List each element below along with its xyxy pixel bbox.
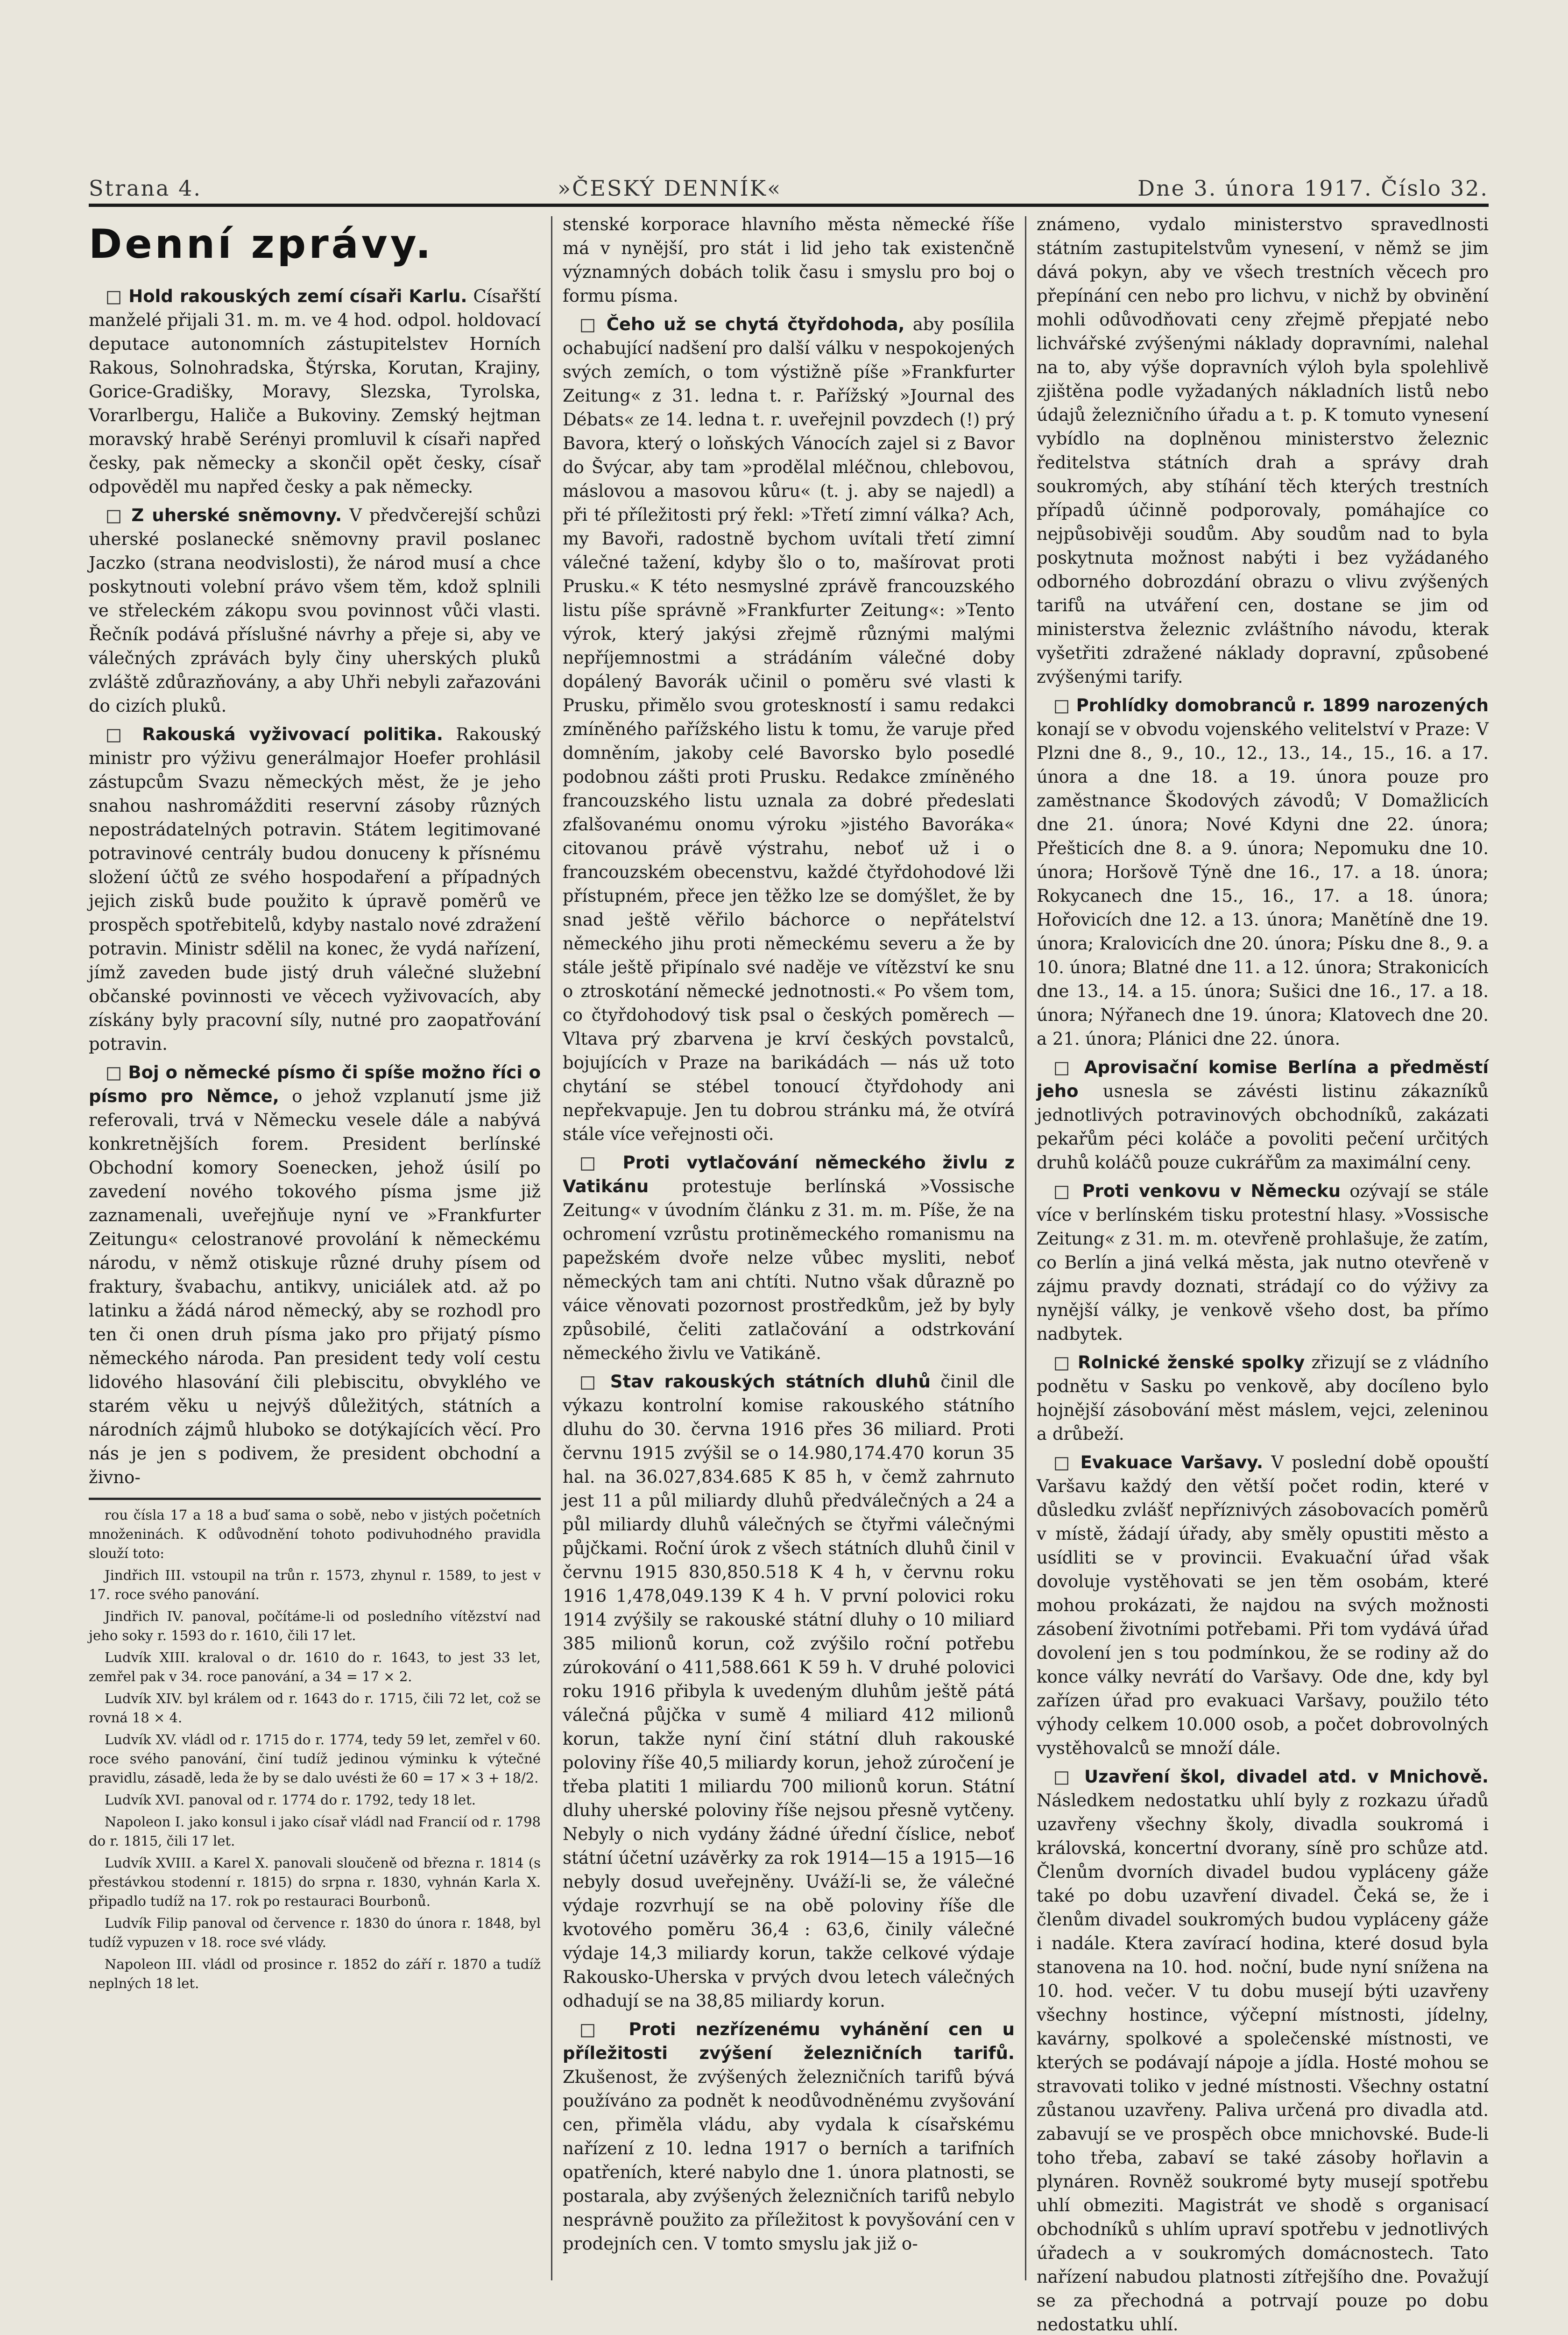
article	[1037, 693, 1489, 1051]
column-3	[1026, 212, 1489, 2335]
article	[1037, 1351, 1489, 1446]
article-body: V předvčerejší schůzi uherské poslanecké sněmovny pravil poslanec Jaczko (strana neodvislosti), že národ musí a chce poskytnouti volební právo všem těm, kdož splnili ve střeleckém zákopu svou povinnost vůči vlasti. Řečník podává příslušné návrhy a přeje si, aby ve válečných zprávách byly činy uherských pluků zvláště zdůrazňovány, a aby Uhři nebyli zařazováni do cizích pluků.	[89, 505, 541, 716]
article-body: usnesla se závésti listinu zákazníků jednotlivých potravinových obchodníků, zakázati pekařům péci koláče a povoliti pečení určitých druhů koláčů pouze cukrářům za maximální ceny.	[1037, 1081, 1489, 1173]
footnote-line: rou čísla 17 a 18 a buď sama o sobě, nebo v jistých početních množeninách. K odůvodnění tohoto podivuhodného pravidla slouží toto:	[89, 1507, 541, 1561]
square-bullet-icon: □	[1053, 1181, 1082, 1201]
article	[1037, 1055, 1489, 1175]
article	[89, 1061, 541, 1489]
article	[89, 722, 541, 1056]
square-bullet-icon: □	[579, 1153, 623, 1173]
article-body: zřizují se z vládního podnětu v Sasku po venkově, aby docíleno bylo hojnější zásobování měst máslem, vejci, zeleninou a drůbeží.	[1037, 1352, 1489, 1444]
square-bullet-icon: □	[106, 724, 142, 744]
article-body: o jehož vzplanutí jsme již referovali, trvá v Německu vesele dále a nabývá konkretnějších forem. President berlínské Obchodní komory Soenecken, jehož úsilí po zavedení nového tokového písma jsme již zaznamenali, uveřejňuje nyní ve »Frankfurter Zeitungu« celostranové provolání k německému národu, v němž otiskuje různé druhy písem od fraktury, švabachu, antikvy, uniciálek atd. až po latinku a žádá národ německý, aby se rozhodl pro ten či onen druh písma jako pro přijatý písmo německého národa. Pan president tedy volí cestu lidového hlasování čili plebiscitu, obvyklého ve starém věku u nejvýš důležitých, státních a národních zájmů hluboko se dotýkajících věcí. Pro nás je jen s podivem, že president obchodní a živno-	[89, 1086, 541, 1487]
article	[1037, 1765, 1489, 2335]
square-bullet-icon: □	[579, 1372, 610, 1392]
article-headline: Rakouská vyživovací politika.	[142, 724, 443, 744]
footnote-line: Ludvík XIII. kraloval o dr. 1610 do r. 1643, to jest 33 let, zemřel pak v 34. roce panování, a 34 = 17 × 2.	[89, 1649, 541, 1684]
article-headline: Stav rakouských státních dluhů	[610, 1372, 931, 1392]
square-bullet-icon: □	[579, 2019, 629, 2039]
square-bullet-icon: □	[1053, 1452, 1081, 1472]
header-rule	[89, 204, 1489, 207]
square-bullet-icon: □	[106, 505, 132, 525]
footnote-rule	[89, 1498, 541, 1500]
article	[563, 312, 1015, 1146]
article-headline: Z uherské sněmovny.	[131, 505, 342, 525]
footnote-line: Ludvík XVIII. a Karel X. panovali sloučeně od března r. 1814 (s přestávkou stodenní r. 1815) do srpna r. 1830, vyhnán Karla X. připadlo tudíž na 17. rok po restauraci Bourbonů.	[89, 1855, 541, 1909]
article-continuation: známeno, vydalo ministerstvo spravedlnosti státním zastupitelstvům vynesení, v němž se jim dává pokyn, aby ve všech trestních věcech pro přepínání cen nebo pro lichvu, v nichž by obvinění mohli odůvodňovati ceny zřejmě přepjaté nebo lichvářské zvýšenými náklady dopravními, nalehal na to, aby výše dopravních výloh byla spolehlivě zjištěna podle vyžadaných nákladních listů nebo údajů železničního úřadu a t. p. K tomuto vynesení vybídlo na doplněnou ministerstvo železnic ředitelstva státních drah a správy drah soukromých, aby stíhání těch kterých trestních případů účinně podporovaly, pomáhajíce co nejpůsobivěji soudům. Aby soudům nad to byla poskytnuta možnost nabýti i bez vyžádaného odborného dobrozdání obrazu o vlivu zvýšených tarifů na utváření cen, dostane se jim od ministerstva železnic zvláštního návodu, kterak vyšetřiti zdražené náklady dopravní, způsobené zvýšenými tarify.	[1037, 214, 1489, 687]
column-2	[552, 212, 1025, 2284]
article-body: V poslední době opouští Varšavu každý den větší počet rodin, které v důsledku zvlášť nepříznivých zásobovacích poměrů v místě, žádají úřady, aby směly opustiti město a usídliti se v provincii. Evakuační úřad však dovoluje vystěhovati se jen těm osobám, které mohou prokázati, že najdou na svých možnosti zásobení životními potřebami. Při tom vydává úřad dovolení jen s tou podmínkou, že se rodiny až do konce války nevrátí do Varšavy. Ode dne, kdy byl zařízen úřad pro evakuaci Varšavy, použilo této výhody celkem 10.000 osob, a počet dobrovolných vystěhovalců se množí dále.	[1037, 1452, 1489, 1758]
article	[1037, 1179, 1489, 1346]
footnote-line: Ludvík Filip panoval od července r. 1830 do února r. 1848, byl tudíž vypuzen v 18. roce své vlády.	[89, 1915, 541, 1950]
article-body: konají se v obvodu vojenského velitelství v Praze: V Plzni dne 8., 9., 10., 12., 13., 14., 15., 16. a 17. února a dne 18. a 19. února pouze pro zaměstnance Škodových závodů; V Domažlicích dne 21. února; Nové Kdyni dne 22. února; Přešticích dne 8. a 9. února; Nepomuku dne 10. února; Horšově Týně dne 16., 17. a 18. února; Rokycanech dne 15., 16., 17. a 18. února; Hořovicích dne 12. a 13. února; Manětíně dne 19. února; Kralovicích dne 20. února; Písku dne 8., 9. a 10. února; Blatné dne 11. a 12. února; Strakonicích dne 13., 14. a 15. února; Sušici dne 16., 17. a 18. února; Nýřanech dne 19. února; Klatovech dne 20. a 21. února; Plánici dne 22. února.	[1037, 719, 1489, 1049]
article	[563, 1151, 1015, 1365]
article	[1037, 1451, 1489, 1760]
page-number: Strana 4.	[89, 176, 202, 201]
article-headline: Uzavření škol, divadel atd. v Mnichově.	[1084, 1767, 1489, 1787]
article-body: protestuje berlínská »Vossische Zeitung« v úvodním článku z 31. m. m. Píše, že na ochromení vzrůstu protiněmeckého romanismu na papežském dvoře nelze vůbec mysliti, neboť německých tam ani chtíti. Nutno však důrazně po váice věnovati pozornost prostředkům, jež by byly způsobilé, čeliti zatlačování a odstrkování německého živlu ve Vatikáně.	[563, 1176, 1015, 1363]
article-body: Následkem nedostatku uhlí byly z rozkazu úřadů uzavřeny všechny školy, divadla soukromá i královská, koncertní dvorany, síně pro schůze atd. Členům dvorních divadel budou vypláceny gáže také po dobu uzavření divadel. Čeká se, že i členům divadel soukromých budou vypláceny gáže i nadále. Ktera zavírací hodina, které dosud byla stanovena na 10. hod. noční, bude nyní snížena na 10. hod. večer. V tu dobu musejí býti uzavřeny všechny hostince, výčepní místnosti, jídelny, kavárny, spolkové a společenské místnosti, ve kterých se podávají nápoje a jídla. Hosté mohou se stravovati toliko v jedné místnosti. Všechny ostatní zůstanou uzavřeny. Paliva určená pro divadla atd. zabavují se ve prospěch obce mnichovské. Bude-li toho třeba, zabaví se také zásoby hořlavin a plynáren. Rovněž soukromé byty musejí spotřebu uhlí obmeziti. Magistrát ve shodě s organisací obchodníků s uhlím upraví spotřebu v jednotlivých úřadech a v soukromých domácnostech. Tato nařízení nabudou platnosti zítřejšího dne. Považují se za přechodná a potrvají pouze po dobu nedostatku uhlí.	[1037, 1790, 1489, 2335]
article-headline: Rolnické ženské spolky	[1077, 1352, 1305, 1373]
article	[89, 503, 541, 718]
article-body: Císařští manželé přijali 31. m. m. ve 4 hod. odpol. holdovací deputace autonomních zástupitelstev Horních Rakous, Solnohradska, Štýrska, Korutan, Krajiny, Gorice-Gradišky, Moravy, Slezska, Tyrolska, Vorarlbergu, Haliče a Bukoviny. Zemský hejtman moravský hrabě Serényi promluvil k císaři napřed česky, pak německy a skončil opět česky, císař odpověděl mu napřed česky a pak německy.	[89, 286, 541, 497]
footnote-line: Ludvík XVI. panoval od r. 1774 do r. 1792, tedy 18 let.	[105, 1792, 476, 1808]
newspaper-title: »ČESKÝ DENNÍK«	[557, 176, 782, 201]
article-body: ozývají se stále více v berlínském tisku protestní hlasy. »Vossische Zeitung« z 31. m. m. otevřeně prohlašuje, že zatím, co Berlín a jiná velká města, jak nutno otevřeně v zájmu pravdy doznati, strádají co do výživy za nynější války, je venkově všeho dost, ba přímo nadbytek.	[1037, 1181, 1489, 1344]
footnote-line: Napoleon III. vládl od prosince r. 1852 do září r. 1870 a tudíž neplných 18 let.	[89, 1956, 541, 1991]
square-bullet-icon: □	[1053, 1767, 1084, 1787]
article-headline: Proti venkovu v Německu	[1082, 1181, 1341, 1201]
column-1	[89, 212, 551, 2284]
article	[563, 1370, 1015, 2013]
square-bullet-icon: □	[1053, 1352, 1078, 1373]
section-title: Denní zprávy.	[89, 221, 434, 268]
article-body: Rakouský ministr pro výživu generálmajor Hoefer prohlásil zástupcům Svazu německých měst, že je jeho snahou nashromážditi reservní zásoby různých nepostrádatelných potravin. Státem legitimované potravinové centrály budou donuceny k přísnému složení účtů ze svého hospodaření a případných jejich zisků bude použito k úpravě poměrů ve prospěch spotřebitelů, kdyby nastalo nové zdražení potravin. Ministr sdělil na konec, že vydá nařízení, jímž zaveden bude jistý druh válečné služební občanské povinnosti ve věcech vyživovacích, aby získány byly pracovní síly, nutné pro zaopatřování potravin.	[89, 724, 541, 1054]
article-headline: Boj o německé písmo či spíše možno říci o písmo pro Němce,	[89, 1062, 541, 1106]
article-continuation: stenské korporace hlavního města německé říše má v nynější, pro stát i lid jeho tak existenčně významných dobách tolik času i smyslu pro boj o formu písma.	[563, 214, 1015, 306]
article-headline: Hold rakouských zemí císaři Karlu.	[128, 286, 467, 306]
article-headline: Proti vytlačování německého živlu z Vatikánu	[563, 1153, 1015, 1196]
page-header	[89, 168, 1489, 201]
footnote-line: Ludvík XIV. byl králem od r. 1643 do r. 1715, čili 72 let, což se rovná 18 × 4.	[89, 1691, 541, 1726]
footnote-line: Ludvík XV. vládl od r. 1715 do r. 1774, tedy 59 let, zemřel v 60. roce svého panování, činí tudíž jedinou výminku k výtečné pravidlu, zásadě, leda že by se dalo uvésti že 60 = 17 × 3 + 18/2.	[89, 1732, 541, 1786]
square-bullet-icon: □	[106, 1062, 128, 1083]
article	[89, 284, 541, 499]
article-body: Zkušenost, že zvýšených železničních tarifů bývá používáno za podnět k neodůvodněnému zvyšování cen, přiměla vládu, aby vydala k císařskému nařízení z 10. ledna 1917 o berních a tarifních opatřeních, které nabylo dne 1. února platnosti, se postarala, aby zvýšených železničních tarifů nebylo nesprávně použito za příležitost k povyšování cen v prodejních cen. V tomto smyslu jak již o-	[563, 2067, 1015, 2254]
article	[563, 2017, 1015, 2256]
article-headline: Evakuace Varšavy.	[1080, 1452, 1264, 1472]
article-headline: Čeho už se chytá čtyřdohoda,	[606, 314, 905, 334]
footnote-line: Jindřich III. vstoupil na trůn r. 1573, zhynul r. 1589, to jest v 17. roce svého panování.	[89, 1567, 541, 1602]
square-bullet-icon: □	[1053, 1057, 1084, 1077]
article-headline: Proti nezřízenému vyhánění cen u příležitosti zvýšení železničních tarifů.	[563, 2019, 1015, 2063]
article-body: činil dle výkazu kontrolní komise rakouského státního dluhu do 30. června 1916 přes 36 miliard. Proti červnu 1915 zvýšil se o 14.980,174.470 korun 35 hal. na 36.027,834.685 K 85 h, v čemž zahrnuto jest 11 a půl miliardy dluhů předválečných a 24 a půl miliardy dluhů válečných se čtyřmi válečnými půjčkami. Roční úrok z všech státních dluhů činil v červnu 1915 830,850.518 K 4 h, v červnu roku 1916 1,478,049.139 K 4 h. V první polovici roku 1914 zvýšily se rakouské státní dluhy o 10 miliard 385 milionů korun, což zvýšilo roční potřebu zúrokování o 411,588.661 K 59 h. V druhé polovici roku 1916 přibyla k uvedeným dluhům ještě pátá válečná půjčka v sumě 4 miliard 412 milionů korun, takže nyní činí státní dluh rakouské poloviny říše 40,5 miliardy korun, jehož zúročení je třeba platiti 1 miliardu 700 milionů korun. Státní dluhy uherské poloviny říše nejsou přesně vytčeny. Nebyly o nich vydány žádné úřední číslice, neboť státní účetní uzávěrky za rok 1914—15 a 1915—16 nebyly dosud uveřejněny. Uváží-li se, že válečné výdaje rozvrhují se na obě poloviny říše dle kvotového poměru 36,4 : 63,6, činily válečné výdaje 14,3 miliardy korun, takže celkové výdaje Rakousko-Uherska v prvých dvou letech válečných odhadují se na 38,85 miliardy korun.	[563, 1372, 1015, 2011]
footnote-line: Napoleon I. jako konsul i jako císař vládl nad Francií od r. 1798 do r. 1815, čili 17 let.	[89, 1814, 541, 1849]
columns	[89, 212, 1489, 2335]
footnote-line: Jindřich IV. panoval, počítáme-li od posledního vítězství nad jeho soky r. 1593 do r. 1610, čili 17 let.	[89, 1608, 541, 1643]
article-headline: Prohlídky domobranců r. 1899 narozených	[1076, 695, 1489, 715]
square-bullet-icon: □	[1053, 695, 1076, 715]
article-headline: Aprovisační komise Berlína a předměstí jeho	[1037, 1057, 1489, 1101]
square-bullet-icon: □	[579, 314, 607, 334]
square-bullet-icon: □	[106, 286, 129, 306]
date-and-issue: Dne 3. února 1917. Číslo 32.	[1137, 176, 1489, 201]
article-body: aby posílila ochabující nadšení pro další válku v nespokojených svých zemích, o tom výstižně píše »Frankfurter Zeitung« z 31. ledna t. r. Pařížský »Journal des Débats« ze 14. ledna t. r. uveřejnil povzdech (!) prý Bavora, který o loňských Vánocích zajel si z Bavor do Švýcar, aby tam »prodělal mléčnou, chlebovou, máslovou a masovou kůru« (t. j. aby se najedl) a při té příležitosti prý řekl: »Třetí zimní válka? Ach, my Bavoři, radostně bychom uvítali třetí zimní válečné tažení, kdyby šlo o to, mašírovat proti Prusku.« K této nesmyslné zprávě francouzského listu píše správně »Frankfurter Zeitung«: »Tento výrok, který jakýsi zřejmě různými malými nepříjemnostmi a strádáním válečné doby dopálený Bavorák učinil o poměru své vlasti k Prusku, přimělo svou groteskností i samu redakci zmíněného pařížského listu k tomu, že varuje před domněním, jakoby celé Bavorsko bylo posedlé podobnou zášti proti Prusku. Redakce zmíněného francouzského listu uznala za dobré předeslati zfalšovanému onomu výroku »jistého Bavoráka« citovanou právě výstrahu, neboť už i o francouzském obecenstvu, každé čtyřdohodové lži přístupném, přece jen těžko lze se domýšlet, že by snad ještě věřilo báchorce o nepřátelství německého jihu proti německému severu a že by stále ještě připínalo své naděje ve vítězství ke snu o ztroskotání německé jednotnosti.« Po všem tom, co čtyřdohodový tisk psal o českých poměrech — Vltava prý zbarvena je krví českých povstalců, bojujících v Praze na barikádách — nás už toto chytání se stébel tonoucí čtyřdohody ani nepřekvapuje. Jen tu dobrou stránku má, že otvírá stále více veřejnosti oči.	[563, 314, 1015, 1144]
